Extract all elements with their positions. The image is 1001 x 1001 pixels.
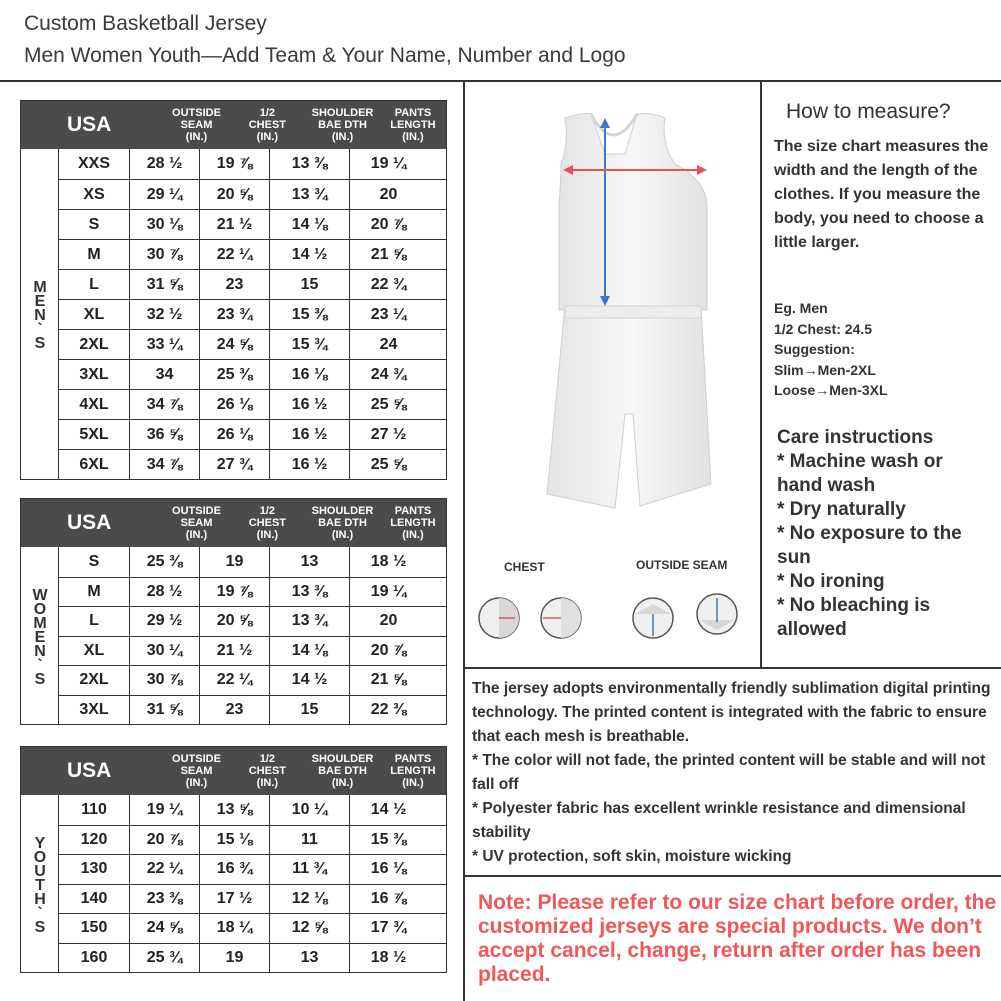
table-row [59,825,446,855]
table-cell: 15 ⅜ [269,300,349,329]
order-note: Note: Please refer to our size chart before order, the customized jerseys are special products. We don’t accept cancel, change, return after order has been placed. [478,891,997,986]
table-header [21,499,446,547]
table-cell: M [87,582,101,600]
table-cell: 17 ¾ [349,914,427,943]
table-cell: 25 ⅜ [199,360,269,389]
table-cell: 18 ½ [349,944,427,973]
table-cell: 26 ⅛ [199,390,269,419]
table-cell: XXS [77,155,110,172]
description-paragraph: The jersey adopts environmentally friendly sublimation digital printing technology. The printed content is integrated with the fabric to ensure that each mesh is breathable. [472,680,991,745]
table-row [59,239,446,269]
table-cell: 16 ½ [269,420,349,449]
section-label: YOUTH`S [21,795,59,972]
table-cell: 14 ½ [349,795,427,825]
panel-divider-2 [463,875,1001,877]
table-cell: 30 ⅛ [129,210,199,239]
table-cell: 24 ⅝ [199,330,269,359]
table-cell: 30 ⅞ [129,240,199,269]
section-label: MEN`S [21,149,59,479]
care-item: * No bleaching is allowed [777,595,931,640]
table-row [59,943,446,973]
product-description [472,677,997,869]
table-row [59,884,446,914]
table-cell: 22 ¾ [349,270,427,299]
table-cell: 13 ⅜ [269,149,349,179]
column-header: 1/2 CHEST (IN.) [248,107,286,143]
table-cell: 14 ½ [269,666,349,695]
table-cell: 31 ⅝ [129,270,199,299]
column-header: SHOULDER BAE DTH (IN.) [311,753,374,789]
chest-label: CHEST [504,560,545,574]
table-cell: 33 ¼ [129,330,199,359]
seam-diagram-2 [697,594,737,634]
eg-line: Slim→Men-2XL [774,361,876,378]
table-cell: 3XL [79,365,109,383]
table-row [59,695,446,725]
table-cell: 11 [269,826,349,855]
table-cell: 13 ¾ [269,180,349,209]
table-cell: 16 ⅛ [269,360,349,389]
table-row [59,269,446,299]
table-row [59,665,446,695]
table-cell: 21 ½ [199,210,269,239]
section-label: WOMEN`S [21,547,59,724]
table-cell: XL [83,641,105,659]
table-cell: 12 ⅝ [269,914,349,943]
table-cell: 28 ½ [129,578,199,607]
table-cell: 2XL [79,335,109,353]
table-cell: 19 [199,944,269,973]
table-cell: 21 ½ [199,637,269,666]
table-cell: 23 ¾ [199,300,269,329]
usa-label: USA [67,113,112,136]
column-header: OUTSIDE SEAM (IN.) [172,107,221,143]
column-header: PANTS LENGTH (IN.) [390,107,436,143]
care-instructions [777,426,992,642]
eg-line: Loose→Men-3XL [774,382,888,398]
jersey-illustration [465,84,760,668]
table-cell: 24 ¾ [349,360,427,389]
table-cell: 30 ⅞ [129,666,199,695]
table-cell: 36 ⅝ [129,420,199,449]
table-cell: 12 ⅛ [269,885,349,914]
womens-size-table [20,498,447,725]
table-cell: 5XL [79,425,109,443]
table-cell: 20 ⅝ [199,180,269,209]
table-cell: 15 [269,696,349,725]
table-cell: 23 [199,270,269,299]
table-row [59,577,446,607]
table-row [59,209,446,239]
table-cell: 11 ¾ [269,855,349,884]
table-cell: 19 ⅞ [199,149,269,179]
table-cell: 25 ⅝ [349,390,427,419]
chest-diagram-2 [541,598,581,638]
table-cell: 24 ⅝ [129,914,199,943]
care-item: * No exposure to the sun [777,523,962,568]
table-cell: 160 [80,948,108,966]
table-cell: 27 ¾ [199,450,269,479]
table-cell: 14 ⅛ [269,210,349,239]
table-cell: 120 [80,830,108,848]
table-cell: 21 ⅝ [349,666,427,695]
table-cell: 25 ¾ [129,944,199,973]
table-cell: 17 ½ [199,885,269,914]
table-row [59,636,446,666]
mens-size-table [20,100,447,480]
table-cell: 150 [80,919,108,937]
jersey-shorts [547,306,711,508]
table-cell: 15 ⅛ [199,826,269,855]
table-row [59,149,446,179]
table-cell: 14 ⅛ [269,637,349,666]
table-cell: 22 ¼ [199,240,269,269]
table-cell: 22 ⅜ [349,696,427,725]
table-cell: 23 ⅜ [129,885,199,914]
table-cell: 4XL [79,395,109,413]
table-cell: 25 ⅜ [129,547,199,577]
page-subtitle: Men Women Youth—Add Team & Your Name, Number and Logo [24,44,626,67]
table-row [59,299,446,329]
table-cell: 110 [81,800,107,818]
table-cell: 24 [349,330,427,359]
table-cell: L [89,275,99,293]
table-row [59,389,446,419]
table-cell: 16 ⅛ [349,855,427,884]
seam-diagram-1 [633,598,673,638]
column-header: PANTS LENGTH (IN.) [390,753,436,789]
table-cell: 18 ¼ [199,914,269,943]
table-cell: M [87,245,101,263]
table-cell: 13 [269,944,349,973]
table-cell: 15 [269,270,349,299]
column-header: SHOULDER BAE DTH (IN.) [311,107,374,143]
table-row [59,179,446,209]
table-cell: 34 [129,360,199,389]
table-cell: 13 [269,547,349,577]
description-paragraph: * The color will not fade, the printed content will be stable and will not fall off [472,752,986,793]
chest-diagram-1 [479,598,519,638]
table-cell: 22 ¼ [129,855,199,884]
column-header: 1/2 CHEST (IN.) [248,505,286,541]
table-cell: 31 ⅝ [129,696,199,725]
column-header: OUTSIDE SEAM (IN.) [172,753,221,789]
care-item: * Dry naturally [777,499,906,520]
jersey-top [559,114,707,311]
table-cell: L [89,612,99,630]
table-cell: 28 ½ [129,149,199,179]
table-row [59,854,446,884]
table-header [21,101,446,149]
youths-size-table [20,746,447,973]
column-header: SHOULDER BAE DTH (IN.) [311,505,374,541]
table-cell: 16 ¾ [199,855,269,884]
table-cell: 21 ⅝ [349,240,427,269]
table-cell: 19 [199,547,269,577]
eg-line: Eg. Men [774,300,828,316]
table-cell: 18 ½ [349,547,427,577]
description-paragraph: * UV protection, soft skin, moisture wicking [472,848,792,865]
table-cell: 2XL [79,671,109,689]
care-title: Care instructions [777,427,934,448]
table-row [59,547,446,577]
table-cell: 16 ½ [269,390,349,419]
page-title: Custom Basketball Jersey [24,12,267,35]
table-cell: 26 ⅛ [199,420,269,449]
table-cell: 27 ½ [349,420,427,449]
table-cell: 130 [80,860,108,878]
table-cell: 19 ¼ [129,795,199,825]
table-cell: 22 ¼ [199,666,269,695]
page-header [24,8,626,72]
table-cell: 19 ¼ [349,149,427,179]
table-cell: 20 [349,180,427,209]
table-cell: 20 [349,607,427,636]
table-row [59,795,446,825]
example-block [774,298,888,401]
eg-line: Suggestion: [774,341,855,357]
measure-title: How to measure? [786,100,951,123]
table-row [59,419,446,449]
table-cell: 20 ⅝ [199,607,269,636]
table-cell: S [88,552,100,570]
table-cell: S [88,215,100,233]
description-paragraph: * Polyester fabric has excellent wrinkle resistance and dimensional stability [472,800,966,841]
table-cell: 16 ⅞ [349,885,427,914]
table-cell: 13 ¾ [269,607,349,636]
table-cell: 34 ⅞ [129,450,199,479]
table-cell: 6XL [79,455,109,473]
panel-middle-border [760,82,762,668]
table-cell: 10 ¼ [269,795,349,825]
table-cell: 20 ⅞ [129,826,199,855]
table-row [59,359,446,389]
usa-label: USA [67,511,112,534]
table-cell: 16 ½ [269,450,349,479]
table-cell: XL [83,305,105,323]
table-row [59,606,446,636]
table-row [59,329,446,359]
header-divider [0,80,1001,82]
table-header [21,747,446,795]
column-header: OUTSIDE SEAM (IN.) [172,505,221,541]
outside-seam-label: OUTSIDE SEAM [636,558,728,572]
table-cell: 15 ¾ [269,330,349,359]
table-cell: XS [83,185,105,203]
eg-line: 1/2 Chest: 24.5 [774,320,873,337]
table-cell: 29 ¼ [129,180,199,209]
table-cell: 13 ⅝ [199,795,269,825]
table-cell: 14 ½ [269,240,349,269]
column-header: 1/2 CHEST (IN.) [248,753,286,789]
table-cell: 23 [199,696,269,725]
usa-label: USA [67,759,112,782]
care-item: * Machine wash or hand wash [777,451,943,496]
table-cell: 19 ¼ [349,578,427,607]
table-cell: 32 ½ [129,300,199,329]
care-item: * No ironing [777,571,885,592]
table-cell: 34 ⅞ [129,390,199,419]
table-cell: 13 ⅜ [269,578,349,607]
measure-text: The size chart measures the width and the length of the clothes. If you measure the body, you need to choose a little larger. [774,138,989,251]
table-cell: 20 ⅞ [349,210,427,239]
table-cell: 23 ¼ [349,300,427,329]
table-cell: 30 ¼ [129,637,199,666]
table-cell: 25 ⅝ [349,450,427,479]
table-cell: 140 [80,889,108,907]
table-cell: 19 ⅞ [199,578,269,607]
table-cell: 3XL [79,700,109,718]
table-cell: 20 ⅞ [349,637,427,666]
column-header: PANTS LENGTH (IN.) [390,505,436,541]
table-row [59,913,446,943]
table-cell: 15 ⅜ [349,826,427,855]
table-cell: 29 ½ [129,607,199,636]
table-row [59,449,446,479]
